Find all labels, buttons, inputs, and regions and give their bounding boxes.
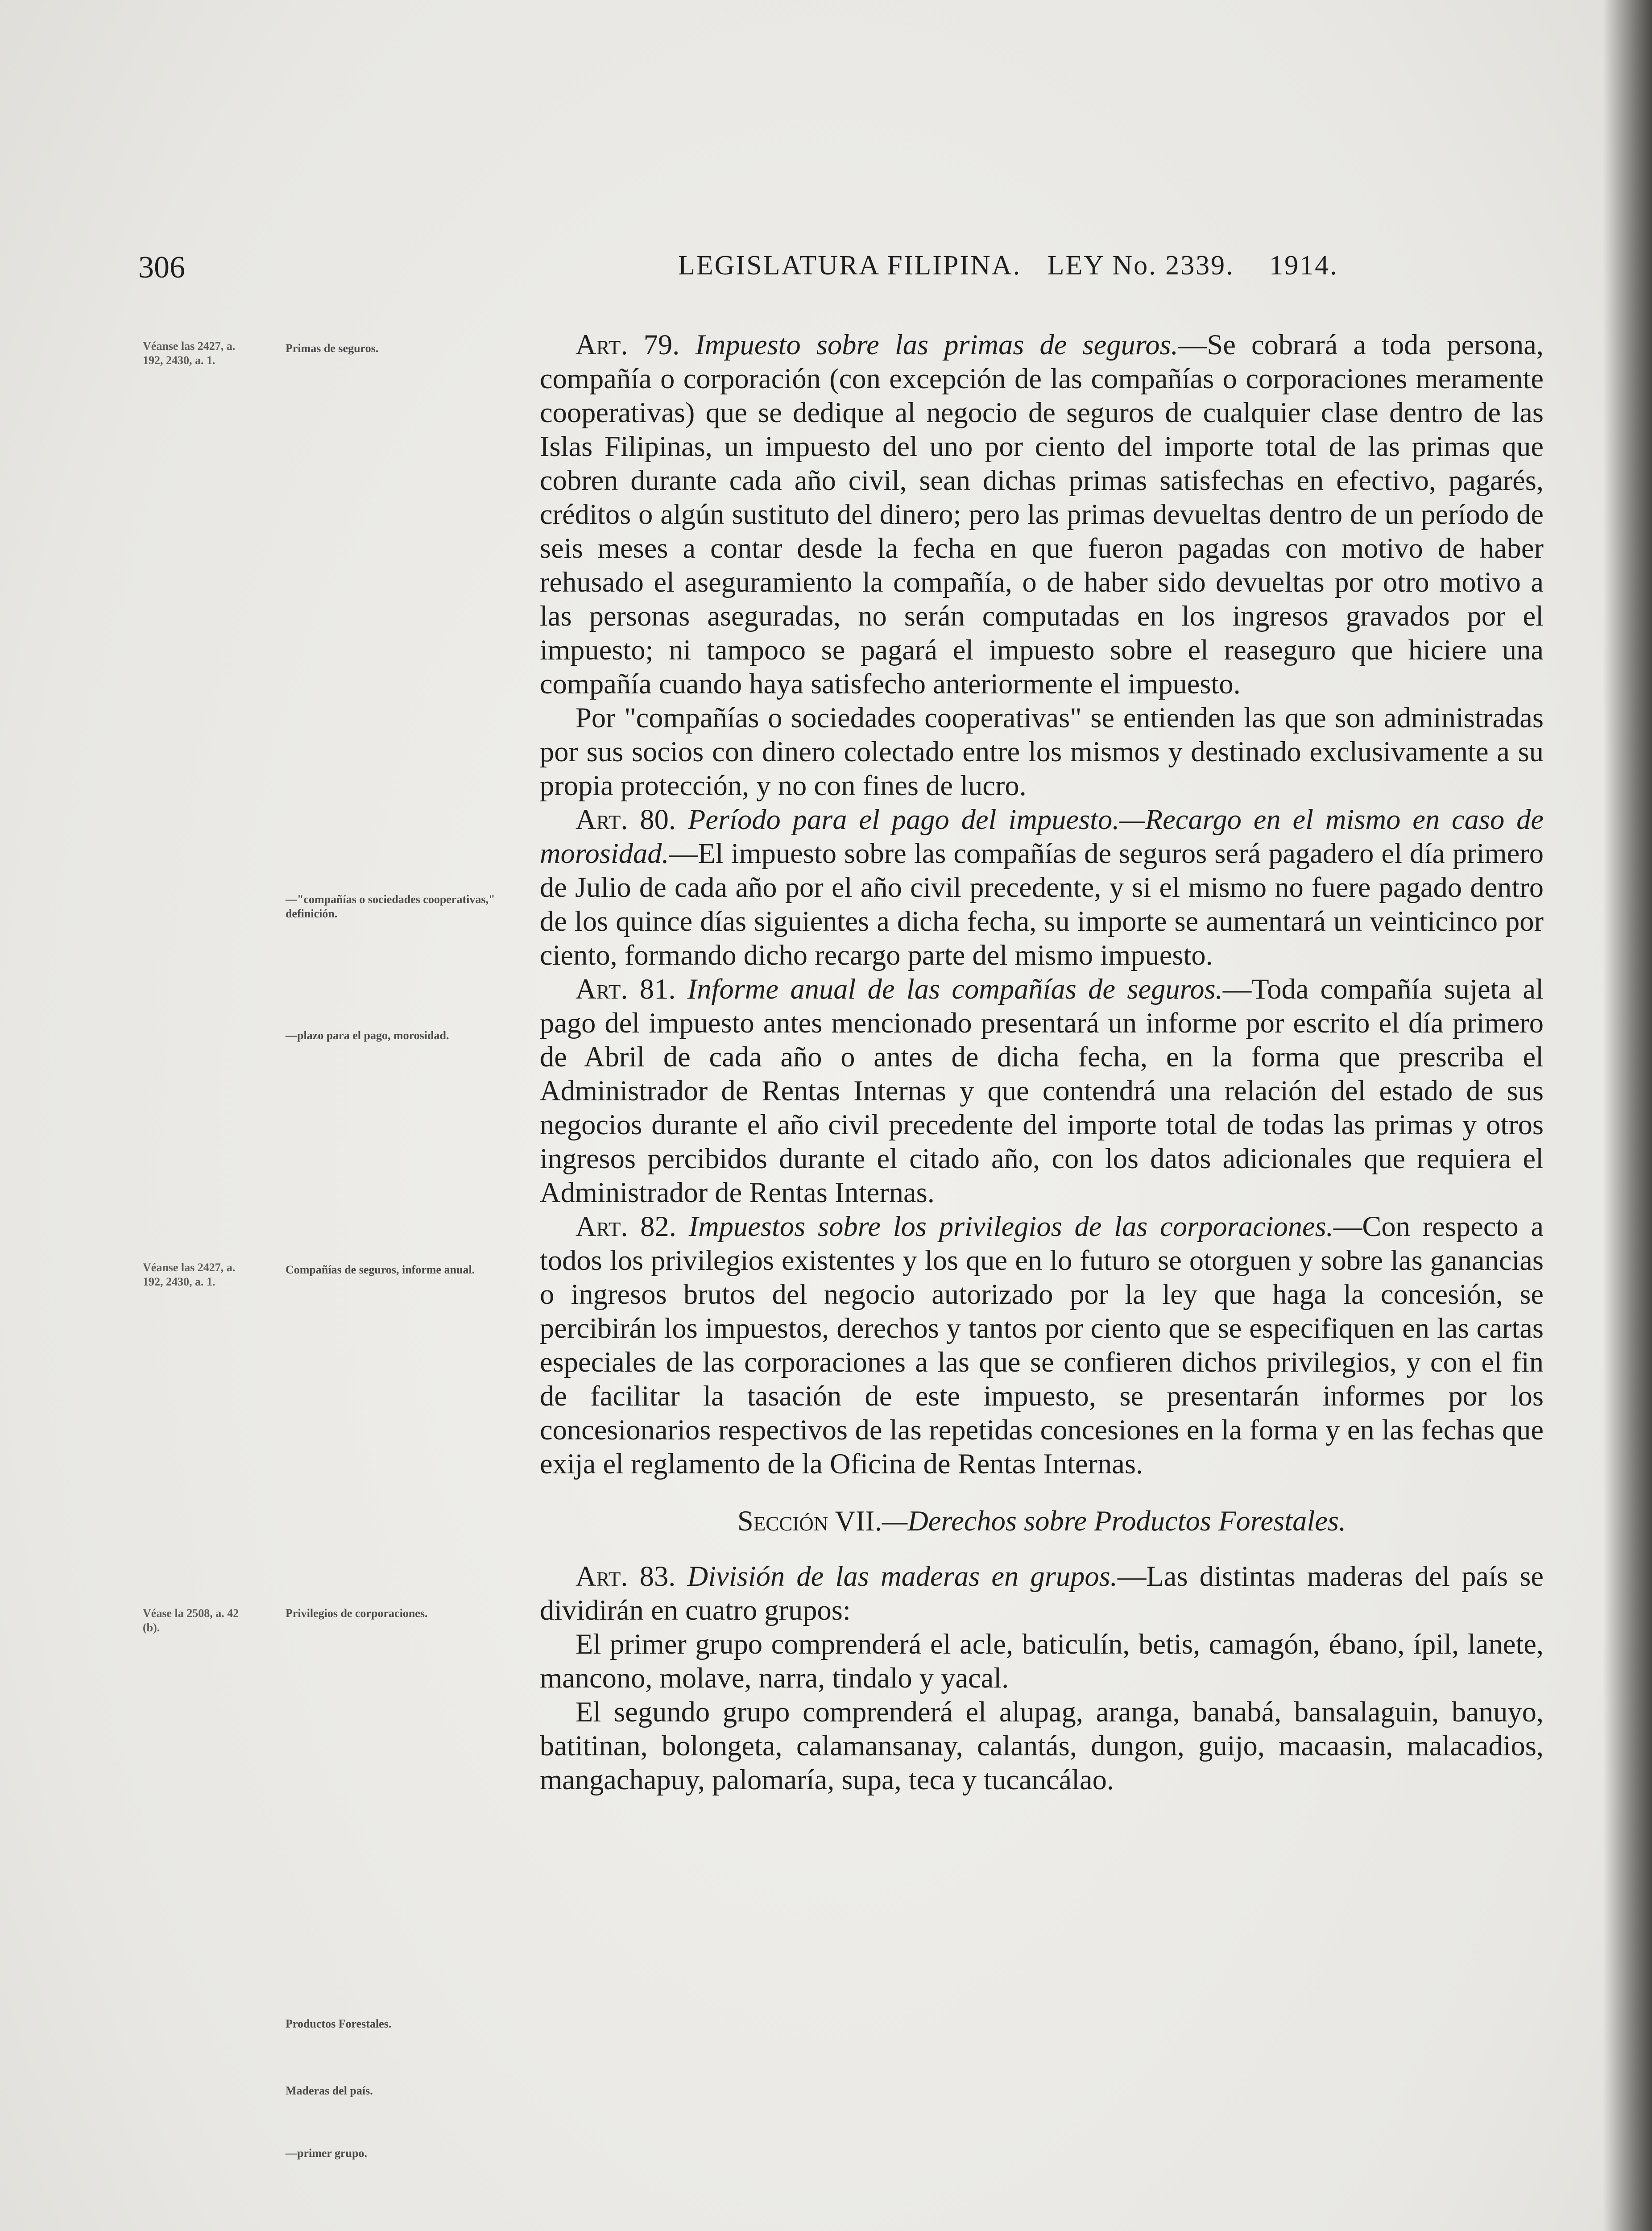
- article-text: —Las distintas maderas del país se dividirán en cuatro grupos:: [540, 1560, 1544, 1626]
- article-label: Art. 79.: [576, 329, 680, 361]
- margin-ref: Véase la 2508, a. 42 (b).: [143, 1607, 239, 1634]
- article-text: —Con respecto a todos los privilegios existentes y los que en lo futuro se otorguen y sobre las ganancias o ingresos brutos del negocio autorizado por la ley que haga la concesión, se percibirán los impuestos, derechos y tantos por ciento que se especifiquen en las cartas especiales de las corporaciones a las que se confieren dichos privilegios, y con el fin de facilitar la tasación de este impuesto, se presentarán informes por los concesionarios respectivos de las repetidas concesiones en la forma y en las fechas que exija el reglamento de la Oficina de Rentas Internas.: [540, 1211, 1544, 1480]
- page-edge-shadow: [1603, 0, 1652, 2231]
- section-title: —Derechos sobre Productos Forestales.: [882, 1505, 1346, 1537]
- margin-note: —"compañías o sociedades cooperativas," definición.: [286, 893, 495, 920]
- running-head-title: LEGISLATURA FILIPINA.: [678, 250, 1022, 281]
- article-label: Art. 80.: [576, 804, 676, 835]
- page-number: 306: [138, 250, 185, 285]
- margin-note: Privilegios de corporaciones.: [286, 1607, 428, 1620]
- page-header: [138, 250, 1432, 290]
- article-79: [540, 328, 1544, 701]
- margin-note: —primer grupo.: [286, 2147, 367, 2160]
- article-label: Art. 81.: [576, 973, 676, 1005]
- article-label: Art. 82.: [576, 1211, 676, 1242]
- article-81: [540, 972, 1544, 1210]
- margin-note: Compañías de seguros, informe anual.: [286, 1263, 475, 1276]
- article-text: —Toda compañía sujeta al pago del impuesto antes mencionado presentará un informe por escrito el día primero de Abril de cada año o antes de dicha fecha, en la forma que prescriba el Administrador de Rentas Internas y que contendrá una relación del estado de sus negocios durante el año civil precedente del importe total de todas las primas y otros ingresos percibidos durante el citado año, con los datos adicionales que requiera el Administrador de Rentas Internas.: [540, 973, 1544, 1208]
- article-title: Impuestos sobre los privilegios de las corporaciones.: [688, 1211, 1333, 1242]
- running-head-year: 1914.: [1269, 250, 1338, 281]
- article-text: —Se cobrará a toda persona, compañía o corporación (con excepción de las compañías o corporaciones meramente cooperativas) que se dedique al negocio de seguros de cualquier clase dentro de las Islas Filipinas, un impuesto del uno por ciento del importe total de las primas que cobren durante cada año civil, sean dichas primas satisfechas en efectivo, pagarés, créditos o algún sustituto del dinero; pero las primas devueltas dentro de un período de seis meses a contar desde la fecha en que fueron pagadas con motivo de haber rehusado el aseguramiento la compañía, o de haber sido devueltas por otro motivo a las personas aseguradas, no serán computadas en los ingresos gravados por el impuesto; ni tampoco se pagará el impuesto sobre el reaseguro que hiciere una compañía cuando haya satisfecho anteriormente el impuesto.: [540, 329, 1544, 700]
- article-83-group-2: El segundo grupo comprenderá el alupag, aranga, banabá, bansalaguin, banuyo, batitinan, bolongeta, calamansanay, calantás, dungon, guijo, macaasin, malacadios, mangachapuy, palomaría, supa, teca y tucancálao.: [540, 1696, 1544, 1796]
- margin-note: Primas de seguros.: [286, 342, 379, 355]
- section-heading: [540, 1504, 1544, 1538]
- margin-note: Productos Forestales.: [286, 2017, 392, 2030]
- article-title: División de las maderas en grupos.: [687, 1560, 1118, 1592]
- running-head: [678, 250, 1338, 282]
- document-body: [540, 328, 1544, 1797]
- article-title: Impuesto sobre las primas de seguros.: [695, 329, 1178, 361]
- article-text: —El impuesto sobre las compañías de seguros será pagadero el día primero de Julio de cada año por el año civil precedente, y si el mismo no fuere pagado dentro de los quince días siguientes a dicha fecha, su importe se aumentará un veinticinco por ciento, formando dicho recargo parte del mismo impuesto.: [540, 838, 1544, 971]
- margin-ref: Véanse las 2427, a. 192, 2430, a. 1.: [143, 1261, 236, 1288]
- section-label: Sección VII.: [737, 1505, 882, 1537]
- article-83: [540, 1559, 1544, 1627]
- article-title: Informe anual de las compañías de seguros.: [687, 973, 1223, 1005]
- margin-note: —plazo para el pago, morosidad.: [286, 1029, 449, 1042]
- margin-ref: Véanse las 2427, a. 192, 2430, a. 1.: [143, 340, 236, 367]
- article-label: Art. 83.: [576, 1560, 676, 1592]
- article-82: [540, 1210, 1544, 1481]
- article-79-definition: Por "compañías o sociedades cooperativas" se entienden las que son administradas por sus socios con dinero colectado entre los mismos y destinado exclusivamente a su propia protección, y no con fines de lucro.: [540, 702, 1544, 801]
- running-head-law: LEY No. 2339.: [1047, 250, 1234, 281]
- article-83-group-1: El primer grupo comprenderá el acle, baticulín, betis, camagón, ébano, ípil, lanete, mancono, molave, narra, tindalo y yacal.: [540, 1628, 1544, 1694]
- article-title: Período para el pago del impuesto.—Recargo en el mismo en caso de morosidad.: [540, 804, 1544, 869]
- article-80: [540, 803, 1544, 972]
- margin-note: Maderas del país.: [286, 2084, 373, 2097]
